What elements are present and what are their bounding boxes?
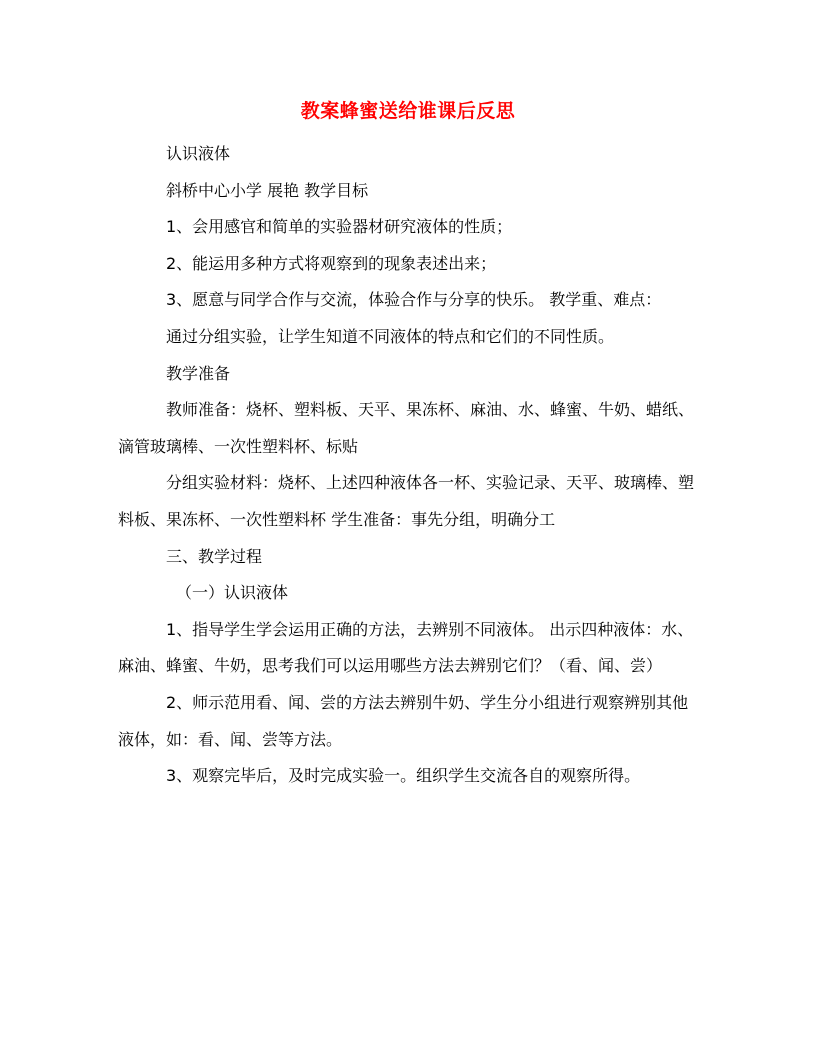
paragraph-14: 3、观察完毕后，及时完成实验一。组织学生交流各自的观察所得。 (166, 766, 641, 786)
paragraph-10: 三、教学过程 (166, 546, 263, 566)
document-body (118, 136, 696, 795)
paragraph-13: 2、师示范用看、闻、尝的方法去辨别牛奶、学生分小组进行观察辨别其他液体，如：看、闻、尝等方法。 (118, 692, 689, 749)
paragraph-1: 认识液体 (166, 144, 231, 163)
paragraph-11: （一）认识液体 (176, 583, 289, 603)
paragraph-12: 1、指导学生学会运用正确的方法，去辨别不同液体。 出示四种液体：水、麻油、蜂蜜、牛奶，思考我们可以运用哪些方法去辨别它们？（看、闻、尝） (118, 619, 694, 676)
paragraph-2: 斜桥中心小学 展艳 教学目标 (166, 180, 369, 200)
paragraph-3: 1、会用感官和简单的实验器材研究液体的性质； (166, 217, 513, 237)
document-title: 教案蜂蜜送给谁课后反思 (300, 100, 516, 122)
paragraph-7: 教学准备 (166, 363, 231, 383)
paragraph-6: 通过分组实验，让学生知道不同液体的特点和它们的不同性质。 (166, 326, 615, 346)
paragraph-9: 分组实验材料：烧杯、上述四种液体各一杯、实验记录、天平、玻璃棒、塑料板、果冻杯、一次性塑料杯 学生准备：事先分组，明确分工 (118, 473, 695, 529)
paragraph-5: 3、愿意与同学合作与交流，体验合作与分享的快乐。 教学重、难点： (166, 290, 662, 310)
paragraph-8: 教师准备：烧杯、塑料板、天平、果冻杯、麻油、水、蜂蜜、牛奶、蜡纸、滴管玻璃棒、一次性塑料杯、标贴 (118, 400, 695, 456)
paragraph-4: 2、能运用多种方式将观察到的现象表述出来； (166, 253, 497, 273)
